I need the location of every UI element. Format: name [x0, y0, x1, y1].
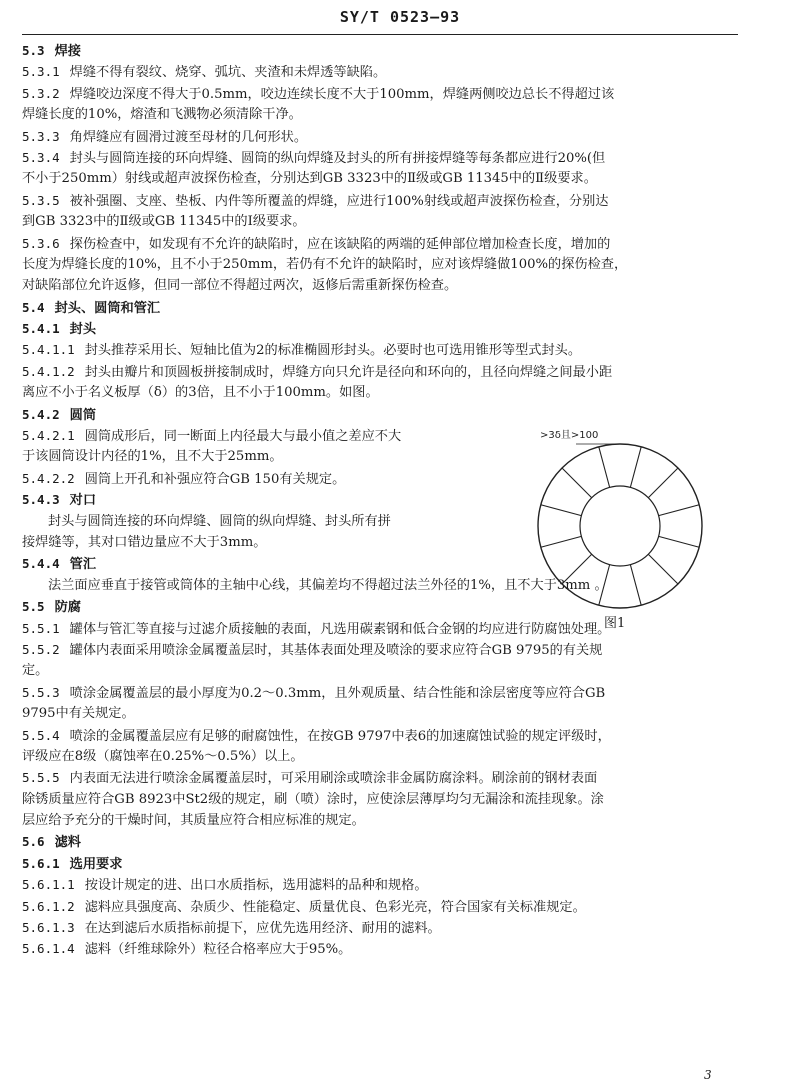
text-line [22, 511, 528, 532]
clause-number: 5.5 [22, 599, 45, 615]
clause-text: 封头 [69, 322, 97, 338]
section-heading [22, 297, 738, 318]
text-line [22, 254, 738, 275]
clause-text: 封头由瓣片和顶圆板拼接制成时，焊缝方向只允许是径向和环向的，且径向焊缝之间最小距 [84, 364, 613, 380]
radial-weld-line [541, 505, 582, 516]
inner-weld-circle [580, 486, 660, 566]
section-heading [22, 318, 738, 339]
clause-number: 5.3.3 [22, 128, 60, 144]
text-line [22, 746, 738, 767]
clause-text: 焊缝不得有裂纹、烧穿、弧坑、夹渣和未焊透等缺陷。 [69, 65, 387, 81]
clause-number: 5.5.3 [22, 684, 60, 700]
figure-dimension-label: >3δ且>100 [540, 430, 599, 441]
text-line [22, 147, 738, 168]
radial-weld-line [630, 447, 641, 488]
clause-text: 定。 [22, 663, 49, 679]
clause-text: 封头、圆筒和管汇 [54, 300, 161, 316]
clause-number: 5.6.1.4 [22, 941, 75, 957]
clause-text: 喷涂金属覆盖层的最小厚度为0.2～0.3mm，且外观质量、结合性能和涂层密度等应符合GB [69, 685, 606, 701]
text-line [22, 83, 738, 104]
clause-text: 于该圆筒设计内径的1%，且不大于25mm。 [22, 449, 283, 465]
clause-text: 角焊缝应有圆滑过渡至母材的几何形状。 [69, 129, 308, 145]
text-line [22, 382, 738, 403]
clause-text: 法兰面应垂直于接管或筒体的主轴中心线，其偏差均不得超过法兰外径的1%，且不大于3mm 。 [48, 577, 608, 593]
clause-text: 内表面无法进行喷涂金属覆盖层时，可采用刷涂或喷涂非金属防腐涂料。刷涂前的钢材表面 [69, 771, 598, 787]
clause-text: 焊缝长度的10%，熔渣和飞溅物必须清除干净。 [22, 107, 302, 123]
clause-number: 5.6.1 [22, 855, 60, 871]
clause-text: 防腐 [54, 600, 81, 616]
clause-text: 封头与圆筒连接的环向焊缝、圆筒的纵向焊缝、封头所有拼 [48, 513, 391, 529]
clause-number: 5.4.1.1 [22, 342, 75, 358]
text-line [22, 725, 738, 746]
radial-weld-line [648, 554, 678, 584]
text-line [22, 468, 502, 489]
text-line [22, 789, 738, 810]
radial-weld-line [659, 536, 700, 547]
text-line [22, 767, 738, 788]
text-line [22, 703, 738, 724]
clause-text: 选用要求 [69, 856, 123, 872]
clause-text: 对口 [69, 493, 97, 509]
clause-text: 焊缝咬边深度不得大于0.5mm，咬边连续长度不大于100mm，焊缝两侧咬边总长不得超过该 [69, 86, 615, 102]
clause-number: 5.3.1 [22, 64, 60, 80]
text-line [22, 211, 738, 232]
clause-number: 5.4.4 [22, 556, 60, 572]
clause-text: 罐体与管汇等直接与过滤介质接触的表面，凡选用碳素钢和低合金钢的均应进行防腐蚀处理。 [69, 621, 611, 637]
text-line [22, 810, 738, 831]
text-line [22, 61, 738, 82]
radial-weld-line [648, 468, 678, 498]
text-line [22, 275, 738, 296]
section-heading [22, 40, 738, 61]
clause-text: 9795中有关规定。 [22, 706, 135, 722]
document-code-header: SY/T 0523—93 [339, 8, 461, 26]
clause-number: 5.5.4 [22, 727, 60, 743]
clause-text: 喷涂的金属覆盖层应有足够的耐腐蚀性，在按GB 9797中表6的加速腐蚀试验的规定评级时， [69, 728, 611, 744]
clause-text: 滤料应具强度高、杂质少、性能稳定、质量优良、色彩光亮，符合国家有关标准规定。 [84, 899, 586, 915]
text-line [22, 339, 738, 360]
clause-number: 5.5.5 [22, 770, 60, 786]
clause-text: 被补强圈、支座、垫板、内件等所覆盖的焊缝，应进行100%射线或超声波探伤检查，分别达 [69, 193, 609, 209]
clause-number: 5.4 [22, 299, 45, 315]
text-line [22, 917, 738, 938]
clause-text: 圆筒 [69, 407, 97, 423]
clause-text: 长度为焊缝长度的10%，且不小于250mm，若仍有不允许的缺陷时，应对该焊缝做100%的探伤检查， [22, 256, 628, 272]
clause-text: 接焊缝等，其对口错边量应不大于3mm。 [22, 534, 267, 550]
clause-text: 滤料（纤维球除外）粒径合格率应大于95%。 [84, 942, 352, 958]
page-number: 3 [704, 1068, 712, 1082]
text-line [22, 168, 738, 189]
clause-number: 5.3.5 [22, 192, 60, 208]
text-line [22, 446, 502, 467]
text-line [22, 660, 738, 681]
clause-text: 评级应在8级（腐蚀率在0.25%～0.5%）以上。 [22, 748, 304, 764]
clause-text: 在达到滤后水质指标前提下，应优先选用经济、耐用的滤料。 [84, 921, 441, 937]
clause-text: 对缺陷部位允许返修，但同一部位不得超过两次，返修后需重新探伤检查。 [22, 278, 458, 294]
clause-text: 管汇 [69, 557, 97, 573]
clause-number: 5.4.2 [22, 406, 60, 422]
clause-text: 按设计规定的进、出口水质指标，选用滤料的品种和规格。 [84, 878, 428, 894]
clause-number: 5.4.1 [22, 321, 60, 337]
clause-number: 5.3.2 [22, 85, 60, 101]
radial-weld-line [599, 565, 610, 606]
clause-text: 滤料 [54, 835, 81, 851]
text-line [22, 532, 502, 553]
radial-weld-line [562, 554, 592, 584]
section-heading [22, 831, 738, 852]
clause-text: 离应不小于名义板厚（δ）的3倍，且不小于100mm。如图。 [22, 385, 379, 401]
clause-text: 封头与圆筒连接的环向焊缝、圆筒的纵向焊缝及封头的所有拼接焊缝等每条都应进行20%(但 [69, 150, 606, 166]
clause-number: 5.4.3 [22, 492, 60, 508]
clause-number: 5.4.1.2 [22, 363, 75, 379]
text-line [22, 639, 738, 660]
clause-text: 到GB 3323中的Ⅱ级或GB 11345中的Ⅰ级要求。 [22, 214, 306, 230]
text-line [22, 104, 738, 125]
text-line [22, 233, 738, 254]
text-line [22, 425, 502, 446]
clause-number: 5.6 [22, 834, 45, 850]
clause-text: 圆筒上开孔和补强应符合GB 150有关规定。 [84, 471, 346, 487]
text-line [22, 190, 738, 211]
radial-weld-line [562, 468, 592, 498]
clause-text: 不小于250mm）射线或超声波探伤检查，分别达到GB 3323中的Ⅱ级或GB 11345中的Ⅱ级要求。 [22, 171, 597, 187]
radial-weld-line [541, 536, 582, 547]
clause-number: 5.3.4 [22, 149, 60, 165]
section-heading [22, 853, 738, 874]
text-line [22, 874, 738, 895]
clause-number: 5.5.2 [22, 641, 60, 657]
clause-number: 5.6.1.2 [22, 898, 75, 914]
radial-weld-lines [541, 447, 699, 605]
head-weld-layout-figure [520, 422, 720, 627]
clause-number: 5.3 [22, 43, 45, 58]
text-line [22, 682, 738, 703]
clause-number: 5.6.1.1 [22, 877, 75, 893]
text-line [22, 361, 738, 382]
clause-text: 封头推荐采用长、短轴比值为2的标准椭圆形封头。必要时也可选用锥形等型式封头。 [84, 343, 582, 359]
clause-number: 5.3.6 [22, 235, 60, 251]
radial-weld-line [599, 447, 610, 488]
radial-weld-line [630, 565, 641, 606]
clause-number: 5.6.1.3 [22, 920, 75, 936]
clause-text: 层应给予充分的干燥时间，其质量应符合相应标准的规定。 [22, 813, 365, 829]
clause-number: 5.4.2.2 [22, 470, 75, 486]
text-line [22, 896, 738, 917]
radial-weld-line [659, 505, 700, 516]
clause-number: 5.5.1 [22, 620, 60, 636]
clause-text: 圆筒成形后，同一断面上内径最大与最小值之差应不大 [84, 429, 402, 445]
text-line [22, 126, 738, 147]
clause-text: 探伤检查中，如发现有不允许的缺陷时，应在该缺陷的两端的延伸部位增加检查长度，增加的 [69, 236, 611, 252]
section-heading [22, 553, 502, 574]
section-heading [22, 489, 502, 510]
figure-caption: 图1 [604, 616, 626, 631]
header-rule [22, 34, 738, 35]
clause-text: 焊接 [54, 44, 81, 59]
text-line [22, 938, 738, 959]
clause-number: 5.4.2.1 [22, 428, 75, 444]
clause-text: 罐体内表面采用喷涂金属覆盖层时，其基体表面处理及喷涂的要求应符合GB 9795的有关规 [69, 642, 603, 658]
clause-text: 除锈质量应符合GB 8923中St2级的规定，刷（喷）涂时，应使涂层薄厚均匀无漏涂和流挂现象。涂 [22, 791, 604, 807]
